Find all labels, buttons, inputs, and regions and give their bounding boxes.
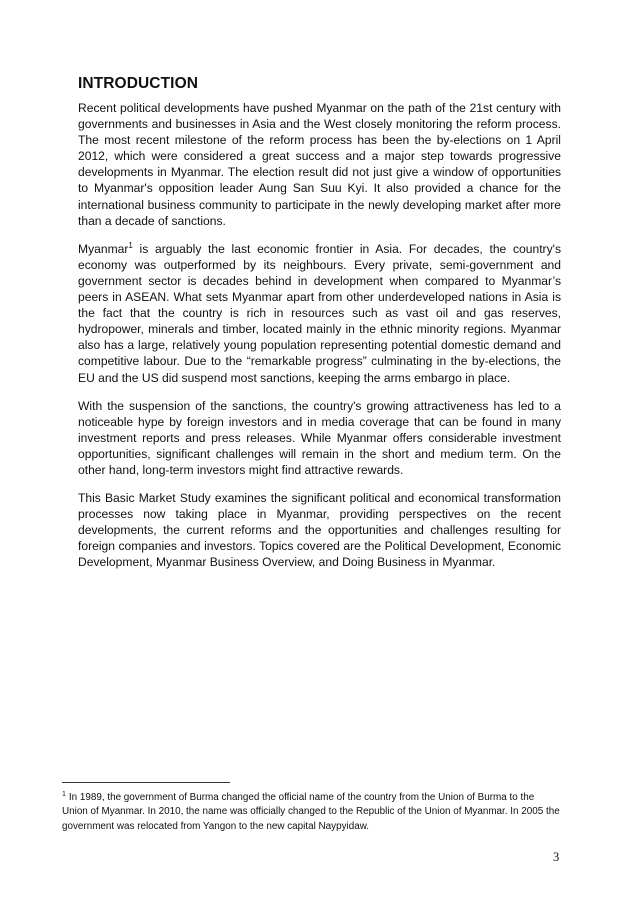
footnote — [62, 791, 562, 834]
paragraph-2-lead: Myanmar — [78, 241, 129, 256]
footnote-marker: 1 — [62, 790, 66, 798]
page-number: 3 — [553, 850, 560, 864]
main-content — [78, 74, 561, 583]
section-heading: INTRODUCTION — [78, 75, 199, 92]
paragraph-2-body: is arguably the last economic frontier in Asia. For decades, the country's economy was outperformed by its neighbours. Every private, semi-government and government sector is decades behind in development when compared to Myanmar’s peers in ASEAN. What sets Myanmar apart from other underdeveloped nations in Asia is the fact that the country is rich in resources such as vast oil and gas reserves, hydropower, minerals and timber, located mainly in the ethnic minority regions. Myanmar also has a large, relatively young population representing potential domestic demand and competitive labour. Due to the “remarkable progress” culminating in the by-elections, the EU and the US did suspend most sanctions, keeping the arms embargo in place. — [78, 241, 561, 385]
paragraph-4: This Basic Market Study examines the significant political and economical transformation processes now taking place in Myanmar, providing perspectives on the recent developments, the current reforms and the opportunities and challenges resulting for foreign companies and investors. Topics covered are the Political Development, Economic Development, Myanmar Business Overview, and Doing Business in Myanmar. — [78, 491, 561, 570]
footnote-text: In 1989, the government of Burma changed the official name of the country from the Union of Burma to the Union of Myanmar. In 2010, the name was officially changed to the Republic of the Union of Myanmar. In 2005 the government was relocated from Yangon to the new capital Naypyidaw. — [62, 792, 560, 832]
paragraph-3: With the suspension of the sanctions, the country's growing attractiveness has led to a noticeable hype by foreign investors and in media coverage that can be found in many investment reports and press releases. While Myanmar offers considerable investment opportunities, significant challenges will remain in the short and medium term. On the other hand, long-term investors might find attractive rewards. — [78, 398, 561, 477]
paragraph-1: Recent political developments have pushed Myanmar on the path of the 21st century with governments and businesses in Asia and the West closely monitoring the reform process. The most recent milestone of the reform process has been the by-elections on 1 April 2012, which were considered a great success and a major step towards progressive developments in Myanmar. The election result did not just give a window of opportunities to Myanmar's opposition leader Aung San Suu Kyi. It also provided a chance for the international business community to participate in the newly developing market after more than a decade of sanctions. — [78, 101, 561, 228]
footnote-reference[interactable]: 1 — [128, 240, 133, 250]
paragraph-2 — [78, 241, 561, 386]
footnote-divider — [62, 782, 230, 783]
